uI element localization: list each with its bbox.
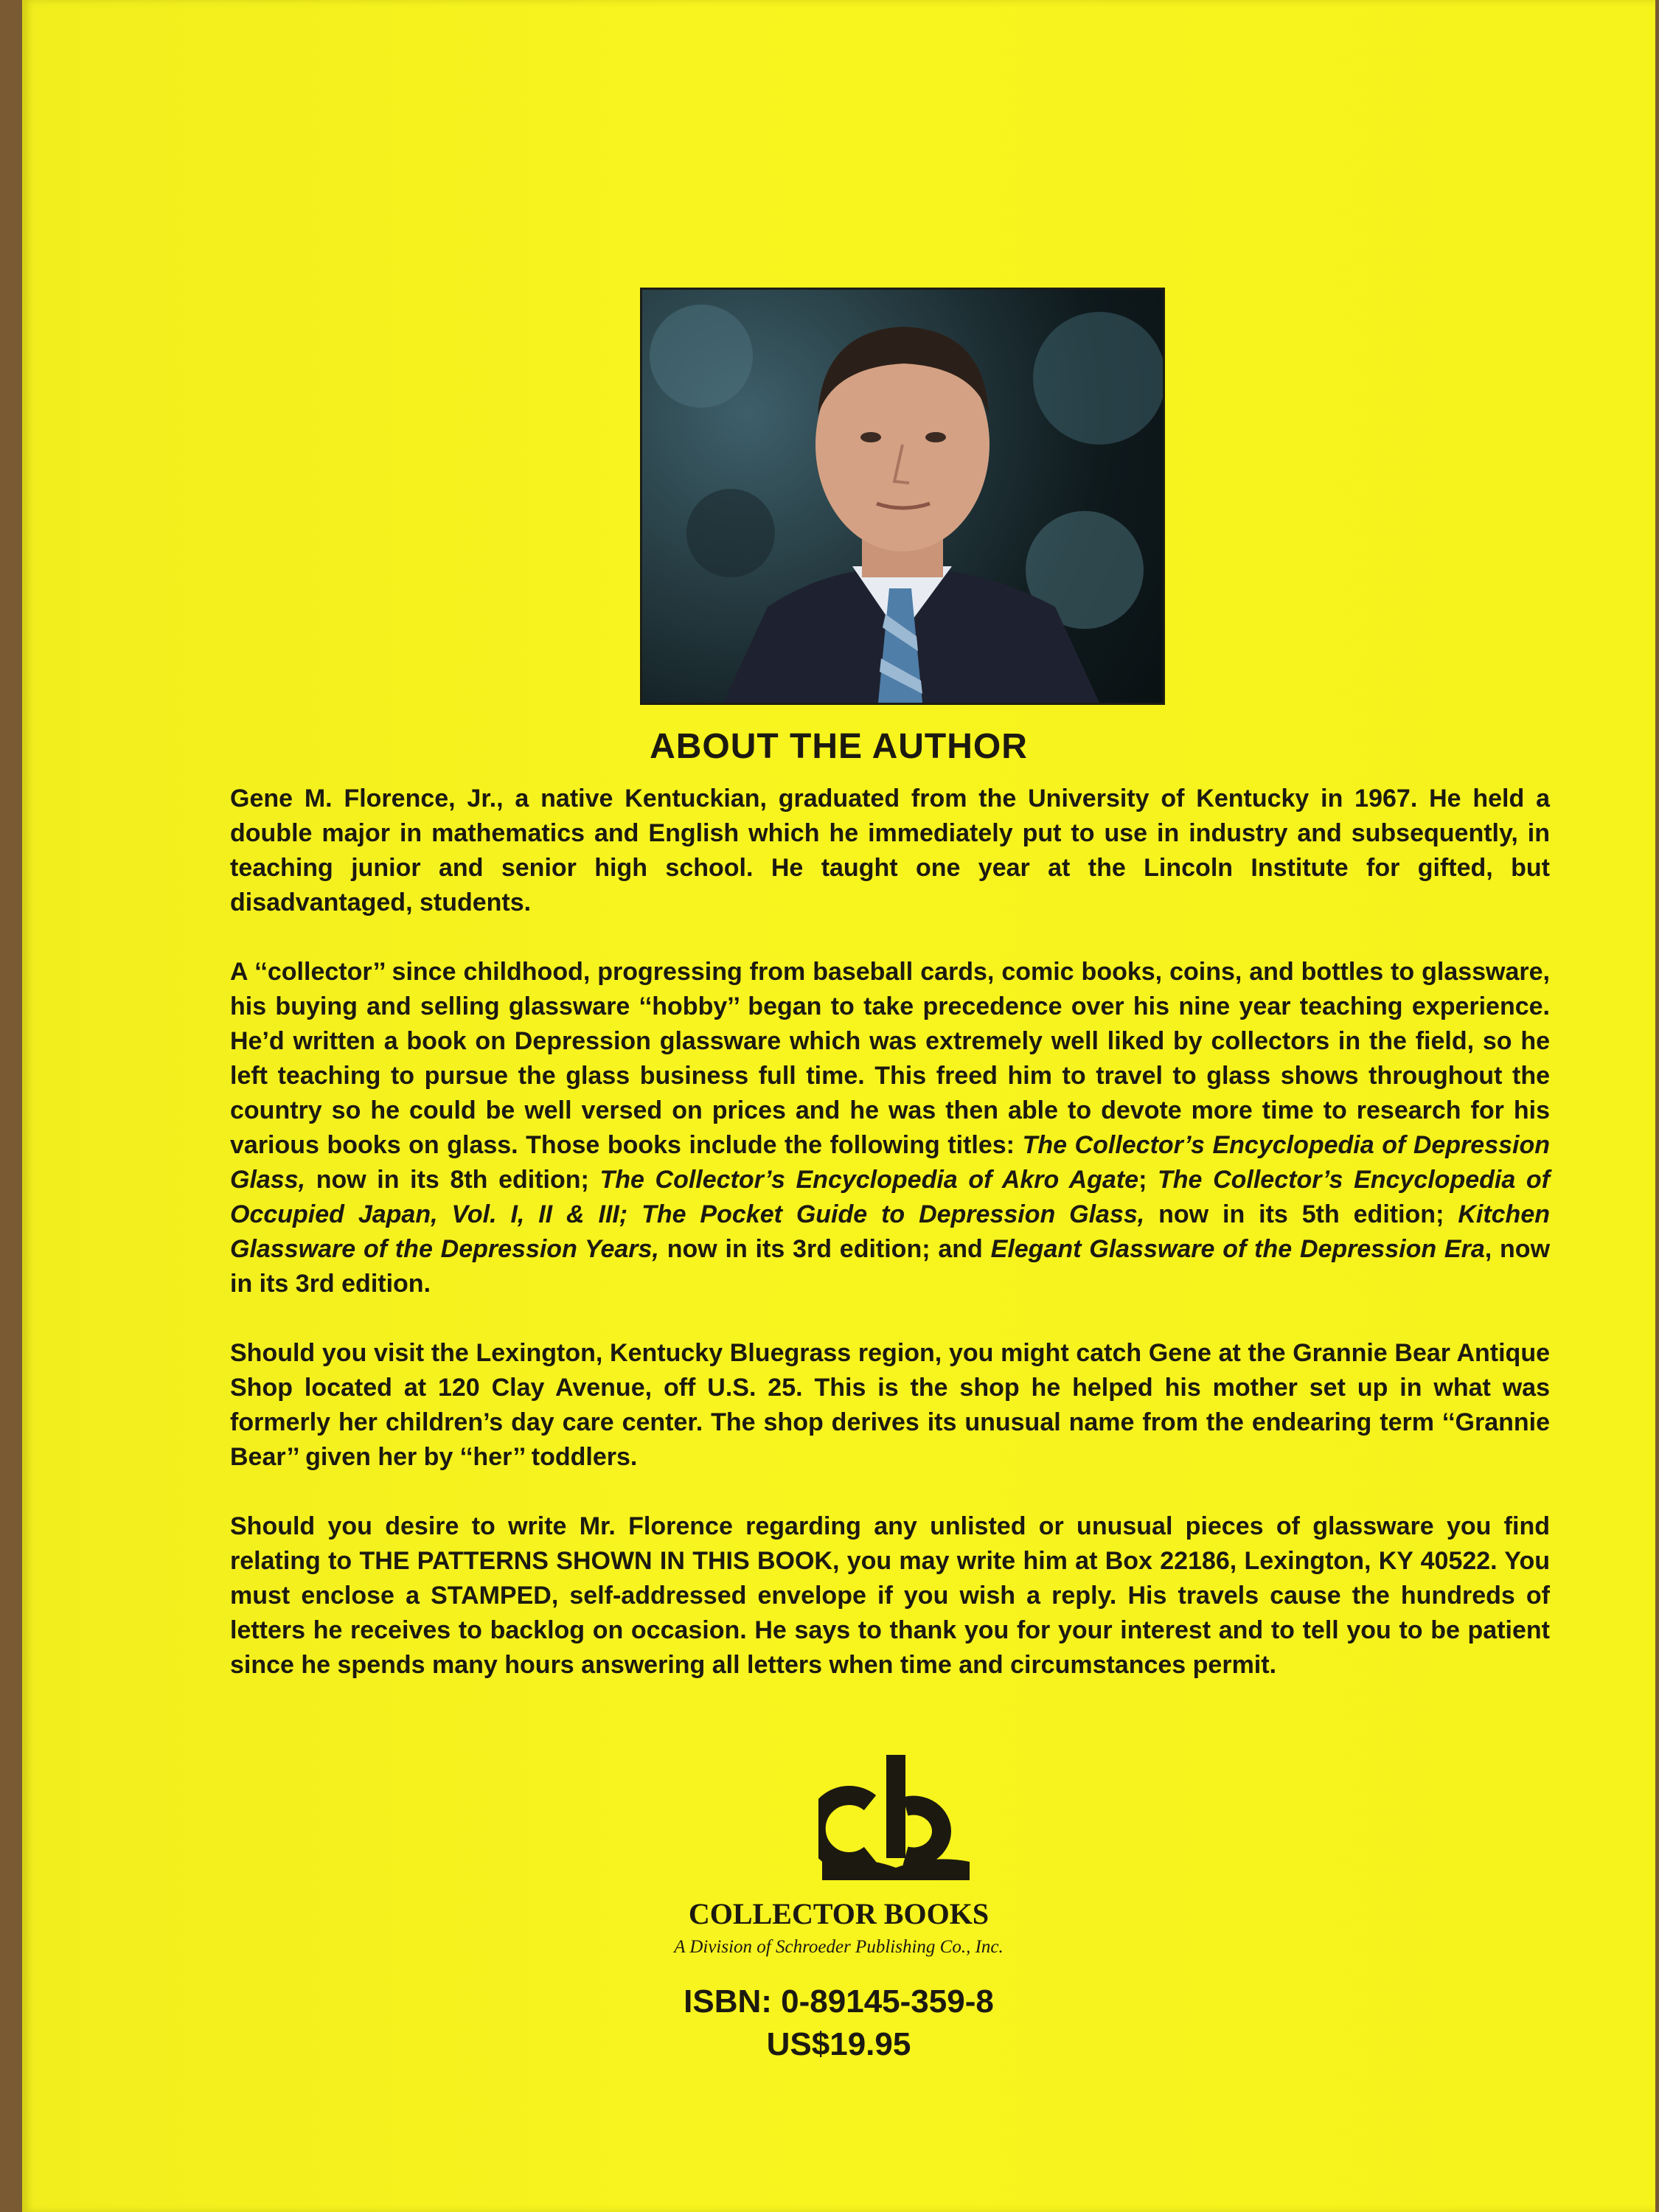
publisher-name: COLLECTOR BOOKS bbox=[688, 1897, 990, 1930]
text-4: now in its 3rd edition; and bbox=[658, 1235, 991, 1263]
paragraph-shop: Should you visit the Lexington, Kentucky Bluegrass region, you might catch Gene at the Grannie Bear Antique Shop located at 120 Clay Avenue, off U.S. 25. This is the shop he helped his mother set up in what was formerly her children’s day care center. The shop derives its unusual name from the endearing term ‘‘Grannie Bear’’ given her by ‘‘her’’ toddlers. bbox=[230, 1339, 1550, 1471]
paragraph-contact: Should you desire to write Mr. Florence regarding any unlisted or unusual pieces of glassware you find relating to THE PATTERNS SHOWN IN THIS BOOK, you may write him at Box 22186, Lexington, KY 40522. You must enclose a STAMPED, self-addressed envelope if you wish a reply. His travels cause the hundreds of letters he receives to backlog on occasion. He says to thank you for your interest and to tell you to be patient since he spends many hours answering all letters when time and circumstances permit. bbox=[230, 1512, 1550, 1679]
book-back-cover bbox=[22, 0, 1655, 2212]
author-portrait-image bbox=[642, 290, 1163, 703]
book-title-1: The Collector’s Encyclopedia of Depression Glass, bbox=[230, 1131, 1550, 1194]
book-title-2: The Collector’s Encyclopedia of Akro Agate bbox=[599, 1166, 1139, 1194]
text-1: now in its 8th edition; bbox=[305, 1166, 600, 1194]
author-photo bbox=[640, 288, 1165, 705]
isbn-number: ISBN: 0-89145-359-8 bbox=[684, 1983, 994, 2020]
collector-books-logo-icon bbox=[818, 1751, 973, 1880]
paragraph-collector bbox=[230, 955, 1550, 1301]
text-3: now in its 5th edition; bbox=[1144, 1200, 1458, 1228]
paragraph-education: Gene M. Florence, Jr., a native Kentuckian, graduated from the University of Kentucky in 1967. He held a double major in mathematics and English which he immediately put to use in industry and subsequently, in teaching junior and senior high school. He taught one year at the Lincoln Institute for gifted, but disadvantaged, students. bbox=[230, 785, 1550, 917]
publisher-division: A Division of Schroeder Publishing Co., Inc. bbox=[674, 1937, 1004, 1957]
book-title-3: The Collector’s Encyclopedia of Occupied Japan, Vol. I, II & III; The Pocket Guide to Depression Glass, bbox=[230, 1166, 1550, 1228]
text-intro: A ‘‘collector’’ since childhood, progressing from baseball cards, comic books, coins, and bottles to glassware, his buying and selling glassware ‘‘hobby’’ began to take precedence over his nine year teaching experience. He’d written a book on Depression glassware which was extremely well liked by collectors in the field, so he left teaching to pursue the glass business full time. This freed him to travel to glass shows throughout the country so he could be well versed on prices and he was then able to devote more time to research for his various books on glass. Those books include the following titles: bbox=[230, 958, 1550, 1159]
price-label: US$19.95 bbox=[766, 2026, 911, 2062]
text-5: , now in its 3rd edition. bbox=[230, 1235, 1551, 1298]
author-biography bbox=[230, 782, 1550, 1717]
text-2: ; bbox=[1138, 1166, 1158, 1194]
section-heading: ABOUT THE AUTHOR bbox=[650, 727, 1028, 766]
book-title-4: Kitchen Glassware of the Depression Years, bbox=[230, 1200, 1550, 1263]
book-title-5: Elegant Glassware of the Depression Era bbox=[990, 1235, 1485, 1263]
